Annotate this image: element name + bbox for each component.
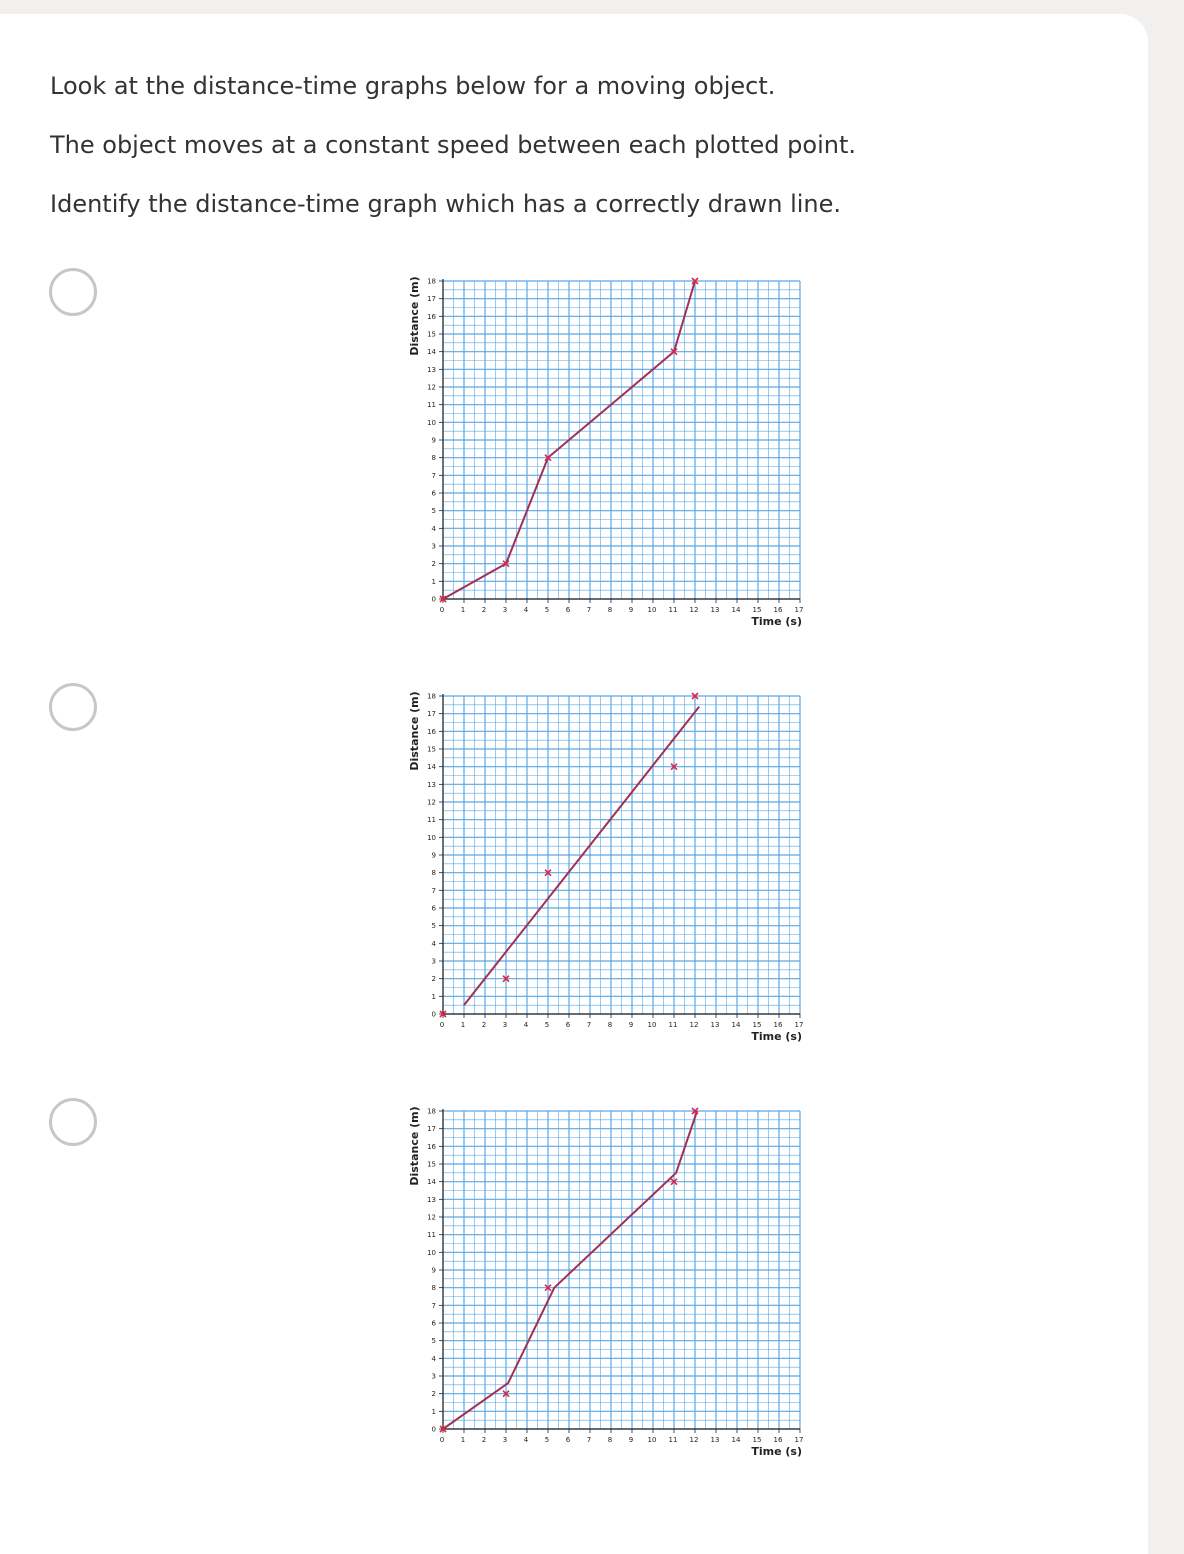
y-tick-label: 17 <box>427 295 436 304</box>
y-tick-label: 2 <box>431 975 436 984</box>
x-tick-label: 13 <box>710 1021 720 1029</box>
y-tick-label: 13 <box>427 1195 436 1204</box>
y-tick-label: 3 <box>431 957 436 966</box>
y-tick-label: 1 <box>431 992 436 1001</box>
x-tick-label: 15 <box>752 1436 762 1444</box>
y-tick-label: 9 <box>431 851 436 860</box>
x-tick-label: 14 <box>731 1021 741 1029</box>
x-tick-label: 8 <box>607 606 613 614</box>
y-tick-label: 14 <box>427 763 436 772</box>
answer-option-1[interactable] <box>0 254 1148 654</box>
x-tick-label: 10 <box>647 606 657 614</box>
y-axis-title: Distance (m) <box>408 1106 421 1186</box>
x-tick-label: 8 <box>607 1436 613 1444</box>
y-tick-label: 13 <box>427 365 436 374</box>
y-tick-label: 18 <box>427 692 436 701</box>
distance-time-graph-3 <box>400 1096 820 1466</box>
y-tick-label: 16 <box>427 1142 436 1151</box>
x-tick-label: 14 <box>731 1436 741 1444</box>
y-tick-label: 2 <box>431 560 436 569</box>
y-tick-label: 18 <box>427 1107 436 1116</box>
x-tick-label: 2 <box>481 606 487 614</box>
x-tick-label: 0 <box>439 606 445 614</box>
y-tick-label: 4 <box>431 524 436 533</box>
y-tick-label: 8 <box>431 454 436 463</box>
x-tick-label: 6 <box>565 606 571 614</box>
y-tick-label: 11 <box>427 816 436 825</box>
x-tick-label: 16 <box>773 606 783 614</box>
radio-button-3[interactable] <box>49 1098 97 1146</box>
x-tick-label: 11 <box>668 1021 678 1029</box>
x-tick-label: 7 <box>586 606 592 614</box>
y-tick-label: 6 <box>431 489 436 498</box>
x-axis-title: Time (s) <box>751 615 802 628</box>
x-tick-label: 1 <box>460 606 466 614</box>
y-tick-label: 2 <box>431 1390 436 1399</box>
chart-svg <box>400 1096 820 1466</box>
x-tick-label: 0 <box>439 1436 445 1444</box>
x-tick-label: 6 <box>565 1021 571 1029</box>
x-tick-label: 5 <box>544 606 550 614</box>
y-tick-label: 17 <box>427 710 436 719</box>
x-tick-label: 10 <box>647 1021 657 1029</box>
y-axis-title: Distance (m) <box>408 276 421 356</box>
y-tick-label: 13 <box>427 780 436 789</box>
y-tick-label: 5 <box>431 922 436 931</box>
y-tick-label: 8 <box>431 869 436 878</box>
distance-time-graph-2 <box>400 681 820 1051</box>
y-tick-label: 1 <box>431 1407 436 1416</box>
x-tick-label: 7 <box>586 1436 592 1444</box>
x-tick-label: 17 <box>794 1021 804 1029</box>
x-tick-label: 13 <box>710 606 720 614</box>
y-tick-label: 10 <box>427 1248 436 1257</box>
x-tick-label: 16 <box>773 1436 783 1444</box>
y-tick-label: 10 <box>427 418 436 427</box>
x-axis-title: Time (s) <box>751 1030 802 1043</box>
grid <box>443 281 800 599</box>
chart-svg <box>400 681 820 1051</box>
x-tick-label: 17 <box>794 1436 804 1444</box>
y-tick-label: 16 <box>427 312 436 321</box>
y-tick-label: 14 <box>427 1178 436 1187</box>
x-tick-label: 9 <box>628 1436 634 1444</box>
y-tick-label: 4 <box>431 939 436 948</box>
x-tick-label: 17 <box>794 606 804 614</box>
y-tick-label: 11 <box>427 1231 436 1240</box>
y-tick-label: 11 <box>427 401 436 410</box>
x-tick-label: 14 <box>731 606 741 614</box>
x-tick-label: 7 <box>586 1021 592 1029</box>
x-tick-label: 5 <box>544 1021 550 1029</box>
y-tick-label: 17 <box>427 1125 436 1134</box>
y-tick-label: 5 <box>431 507 436 516</box>
x-tick-label: 2 <box>481 1436 487 1444</box>
x-tick-label: 4 <box>523 1436 529 1444</box>
x-tick-label: 2 <box>481 1021 487 1029</box>
x-tick-label: 6 <box>565 1436 571 1444</box>
x-tick-label: 11 <box>668 606 678 614</box>
question-card <box>0 14 1148 1554</box>
x-tick-label: 8 <box>607 1021 613 1029</box>
grid <box>443 696 800 1014</box>
y-tick-label: 6 <box>431 1319 436 1328</box>
radio-button-1[interactable] <box>49 268 97 316</box>
x-tick-label: 10 <box>647 1436 657 1444</box>
question-text <box>50 66 1110 243</box>
y-tick-label: 5 <box>431 1337 436 1346</box>
x-tick-label: 15 <box>752 606 762 614</box>
grid <box>443 1111 800 1429</box>
x-tick-label: 4 <box>523 1021 529 1029</box>
y-tick-label: 15 <box>427 745 436 754</box>
answer-option-2[interactable] <box>0 669 1148 1069</box>
x-tick-label: 13 <box>710 1436 720 1444</box>
x-axis-title: Time (s) <box>751 1445 802 1458</box>
x-tick-label: 11 <box>668 1436 678 1444</box>
x-tick-label: 1 <box>460 1021 466 1029</box>
x-tick-label: 3 <box>502 606 508 614</box>
x-tick-label: 1 <box>460 1436 466 1444</box>
chart-svg <box>400 266 820 636</box>
y-tick-label: 7 <box>431 886 436 895</box>
y-tick-label: 6 <box>431 904 436 913</box>
drawn-line <box>464 707 699 1006</box>
y-tick-label: 15 <box>427 330 436 339</box>
radio-button-2[interactable] <box>49 683 97 731</box>
y-tick-label: 15 <box>427 1160 436 1169</box>
y-tick-label: 4 <box>431 1354 436 1363</box>
x-tick-label: 4 <box>523 606 529 614</box>
y-tick-label: 7 <box>431 1301 436 1310</box>
x-tick-label: 0 <box>439 1021 445 1029</box>
y-tick-label: 12 <box>427 1213 436 1222</box>
y-tick-label: 16 <box>427 727 436 736</box>
x-tick-label: 12 <box>689 1436 699 1444</box>
y-tick-label: 0 <box>431 595 436 604</box>
y-tick-label: 9 <box>431 436 436 445</box>
answer-option-3[interactable] <box>0 1084 1148 1484</box>
x-tick-label: 5 <box>544 1436 550 1444</box>
x-tick-label: 9 <box>628 606 634 614</box>
y-tick-label: 10 <box>427 833 436 842</box>
y-tick-label: 12 <box>427 383 436 392</box>
y-tick-label: 7 <box>431 471 436 480</box>
y-tick-label: 1 <box>431 577 436 586</box>
distance-time-graph-1 <box>400 266 820 636</box>
x-tick-label: 16 <box>773 1021 783 1029</box>
question-line-2: The object moves at a constant speed between each plotted point. <box>50 131 856 159</box>
y-axis-title: Distance (m) <box>408 691 421 771</box>
x-tick-label: 3 <box>502 1436 508 1444</box>
x-tick-label: 12 <box>689 1021 699 1029</box>
x-tick-label: 3 <box>502 1021 508 1029</box>
y-tick-label: 18 <box>427 277 436 286</box>
y-tick-label: 14 <box>427 348 436 357</box>
question-line-1: Look at the distance-time graphs below for a moving object. <box>50 72 776 100</box>
y-tick-label: 8 <box>431 1284 436 1293</box>
y-tick-label: 3 <box>431 542 436 551</box>
y-tick-label: 3 <box>431 1372 436 1381</box>
x-tick-label: 12 <box>689 606 699 614</box>
y-tick-label: 0 <box>431 1010 436 1019</box>
y-tick-label: 12 <box>427 798 436 807</box>
x-tick-label: 9 <box>628 1021 634 1029</box>
y-tick-label: 9 <box>431 1266 436 1275</box>
x-tick-label: 15 <box>752 1021 762 1029</box>
question-line-3: Identify the distance-time graph which has a correctly drawn line. <box>50 190 842 218</box>
y-tick-label: 0 <box>431 1425 436 1434</box>
